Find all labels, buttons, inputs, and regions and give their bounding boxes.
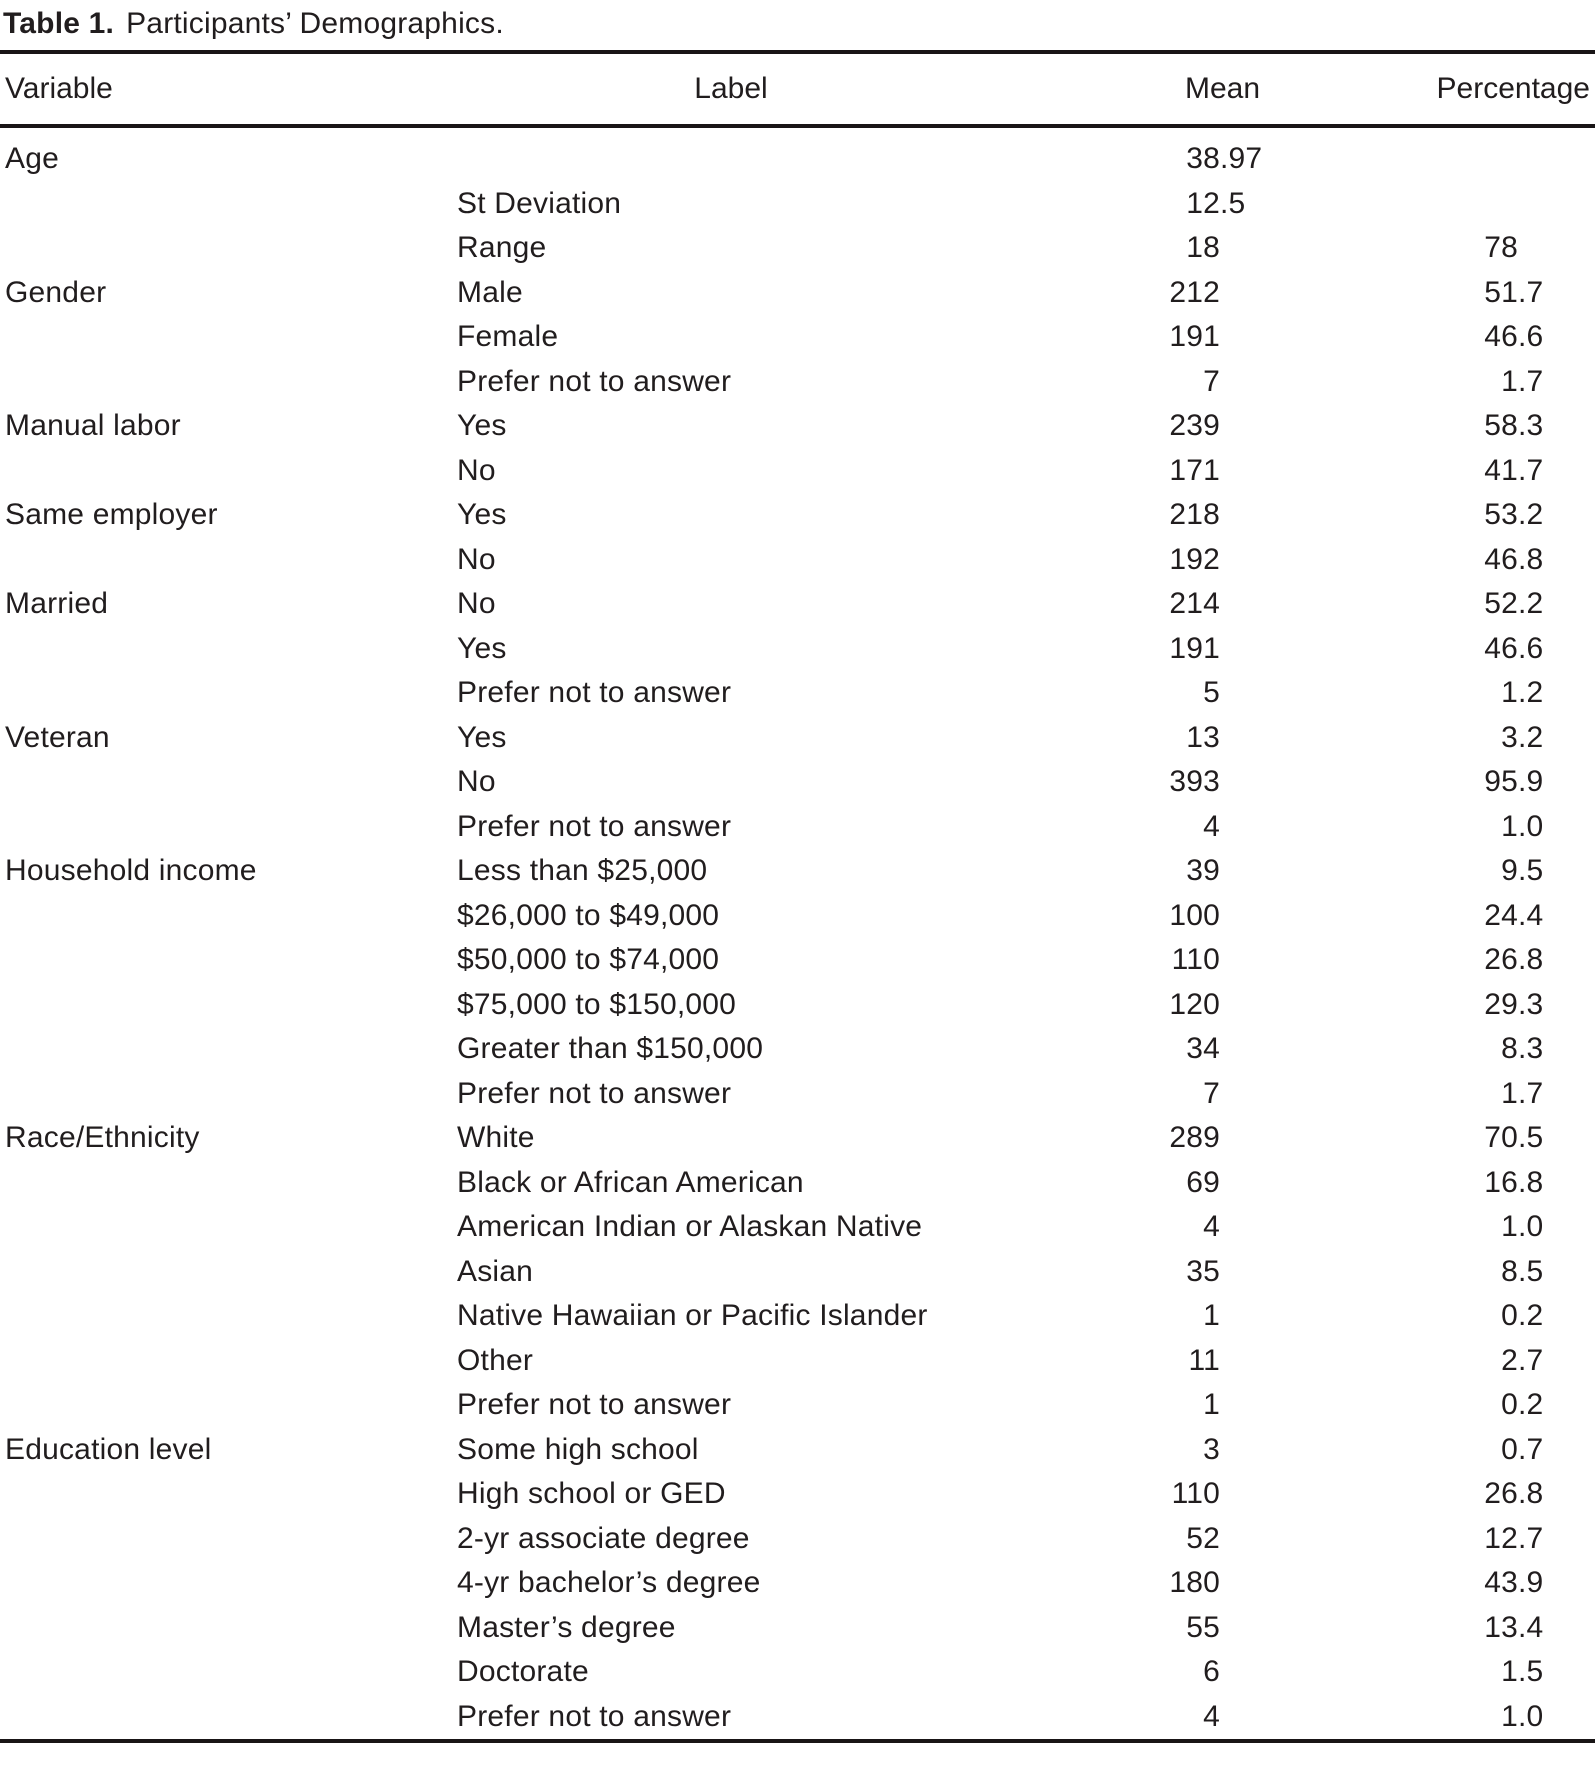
percentage-int-cell: 1 xyxy=(1501,676,1518,710)
table-row xyxy=(5,716,1595,761)
percentage-int-cell: 1 xyxy=(1501,364,1518,398)
variable-cell: Manual labor xyxy=(5,409,181,443)
mean-int-cell: 3 xyxy=(1203,1432,1220,1466)
mean-int-cell: 69 xyxy=(1186,1165,1220,1199)
label-cell: $50,000 to $74,000 xyxy=(457,943,720,977)
mean-int-cell: 1 xyxy=(1203,1388,1220,1422)
percentage-int-cell: 46 xyxy=(1484,542,1518,576)
table-row xyxy=(5,271,1595,316)
percentage-dec-cell: .3 xyxy=(1518,409,1544,443)
column-header-variable: Variable xyxy=(5,72,113,105)
mean-int-cell: 4 xyxy=(1203,1699,1220,1733)
label-cell: Male xyxy=(457,275,523,309)
table-row xyxy=(5,226,1595,271)
mean-int-cell: 55 xyxy=(1186,1610,1220,1644)
mean-int-cell: 38 xyxy=(1186,142,1220,176)
percentage-dec-cell: .7 xyxy=(1518,1521,1544,1555)
percentage-int-cell: 1 xyxy=(1501,1210,1518,1244)
mean-int-cell: 52 xyxy=(1186,1521,1220,1555)
label-cell: Less than $25,000 xyxy=(457,854,708,888)
table-row xyxy=(5,582,1595,627)
label-cell: Black or African American xyxy=(457,1165,804,1199)
percentage-int-cell: 43 xyxy=(1484,1566,1518,1600)
table-row xyxy=(5,938,1595,983)
percentage-int-cell: 3 xyxy=(1501,720,1518,754)
table-row xyxy=(5,894,1595,939)
variable-cell: Same employer xyxy=(5,498,218,532)
table-row xyxy=(5,449,1595,494)
mean-int-cell: 110 xyxy=(1171,1477,1220,1511)
mean-int-cell: 11 xyxy=(1188,1343,1220,1377)
mean-int-cell: 393 xyxy=(1169,765,1220,799)
percentage-dec-cell: .7 xyxy=(1518,364,1544,398)
percentage-int-cell: 16 xyxy=(1484,1165,1518,1199)
percentage-int-cell: 0 xyxy=(1501,1388,1518,1422)
table-row xyxy=(5,1561,1595,1606)
percentage-dec-cell: .4 xyxy=(1518,898,1544,932)
percentage-dec-cell: .7 xyxy=(1518,1432,1544,1466)
percentage-dec-cell: .2 xyxy=(1518,587,1544,621)
mean-int-cell: 18 xyxy=(1186,231,1220,265)
mean-int-cell: 214 xyxy=(1169,587,1220,621)
mean-int-cell: 4 xyxy=(1203,809,1220,843)
percentage-dec-cell: .2 xyxy=(1518,720,1544,754)
label-cell: Prefer not to answer xyxy=(457,1388,732,1422)
percentage-dec-cell: .6 xyxy=(1518,631,1544,665)
column-header-mean: Mean xyxy=(1184,72,1260,105)
table-row xyxy=(5,1205,1595,1250)
percentage-dec-cell: .8 xyxy=(1518,542,1544,576)
percentage-int-cell: 95 xyxy=(1484,765,1518,799)
percentage-int-cell: 1 xyxy=(1501,1655,1518,1689)
percentage-dec-cell: .7 xyxy=(1518,1343,1544,1377)
percentage-dec-cell: .5 xyxy=(1518,1121,1544,1155)
mean-int-cell: 7 xyxy=(1203,364,1220,398)
mean-int-cell: 239 xyxy=(1169,409,1220,443)
percentage-int-cell: 53 xyxy=(1484,498,1518,532)
label-cell: No xyxy=(457,587,496,621)
column-header-label: Label xyxy=(694,72,768,105)
percentage-dec-cell: .9 xyxy=(1518,1566,1544,1600)
percentage-int-cell: 51 xyxy=(1484,275,1518,309)
label-cell: Greater than $150,000 xyxy=(457,1032,764,1066)
percentage-int-cell: 1 xyxy=(1501,1076,1518,1110)
percentage-dec-cell: .3 xyxy=(1518,1032,1544,1066)
mean-int-cell: 180 xyxy=(1169,1566,1220,1600)
label-cell: Prefer not to answer xyxy=(457,809,732,843)
percentage-int-cell: 8 xyxy=(1501,1254,1518,1288)
mean-int-cell: 191 xyxy=(1169,631,1220,665)
variable-cell: Married xyxy=(5,587,109,621)
mean-int-cell: 120 xyxy=(1169,987,1220,1021)
table-row xyxy=(5,1695,1595,1740)
label-cell: $75,000 to $150,000 xyxy=(457,987,737,1021)
label-cell: Yes xyxy=(457,498,507,532)
table-row xyxy=(5,1116,1595,1161)
mean-int-cell: 34 xyxy=(1186,1032,1220,1066)
label-cell: Range xyxy=(457,231,547,265)
variable-cell: Race/Ethnicity xyxy=(5,1121,200,1155)
label-cell: American Indian or Alaskan Native xyxy=(457,1210,923,1244)
percentage-dec-cell: .0 xyxy=(1518,1699,1544,1733)
variable-cell: Age xyxy=(5,142,59,176)
percentage-dec-cell: .2 xyxy=(1518,1299,1544,1333)
percentage-dec-cell: .8 xyxy=(1518,1165,1544,1199)
label-cell: No xyxy=(457,765,496,799)
table-row xyxy=(5,1294,1595,1339)
table-row xyxy=(5,1072,1595,1117)
label-cell: Asian xyxy=(457,1254,534,1288)
mean-int-cell: 192 xyxy=(1169,542,1220,576)
percentage-int-cell: 46 xyxy=(1484,631,1518,665)
variable-cell: Gender xyxy=(5,275,107,309)
variable-cell: Education level xyxy=(5,1432,212,1466)
percentage-dec-cell: .4 xyxy=(1518,1610,1544,1644)
percentage-dec-cell: .0 xyxy=(1518,809,1544,843)
percentage-dec-cell: .2 xyxy=(1518,498,1544,532)
percentage-int-cell: 0 xyxy=(1501,1432,1518,1466)
table-row xyxy=(5,137,1595,182)
label-cell: Doctorate xyxy=(457,1655,589,1689)
table-row xyxy=(5,315,1595,360)
table-row xyxy=(5,182,1595,227)
percentage-int-cell: 13 xyxy=(1484,1610,1518,1644)
mean-int-cell: 7 xyxy=(1203,1076,1220,1110)
label-cell: St Deviation xyxy=(457,186,622,220)
label-cell: Prefer not to answer xyxy=(457,676,732,710)
label-cell: Some high school xyxy=(457,1432,699,1466)
table-row xyxy=(5,404,1595,449)
percentage-int-cell: 70 xyxy=(1484,1121,1518,1155)
table-row xyxy=(5,760,1595,805)
label-cell: No xyxy=(457,542,496,576)
percentage-int-cell: 12 xyxy=(1484,1521,1518,1555)
table-row xyxy=(5,1161,1595,1206)
percentage-int-cell: 41 xyxy=(1484,453,1518,487)
percentage-int-cell: 78 xyxy=(1484,231,1518,265)
percentage-dec-cell: .0 xyxy=(1518,1210,1544,1244)
table-row xyxy=(5,805,1595,850)
label-cell: Native Hawaiian or Pacific Islander xyxy=(457,1299,928,1333)
mean-int-cell: 218 xyxy=(1169,498,1220,532)
table-row xyxy=(5,1339,1595,1384)
label-cell: 4-yr bachelor’s degree xyxy=(457,1566,761,1600)
mean-int-cell: 289 xyxy=(1169,1121,1220,1155)
mean-int-cell: 39 xyxy=(1186,854,1220,888)
table-row xyxy=(5,627,1595,672)
percentage-dec-cell: .9 xyxy=(1518,765,1544,799)
table-row xyxy=(5,1250,1595,1295)
percentage-dec-cell: .5 xyxy=(1518,1655,1544,1689)
percentage-int-cell: 1 xyxy=(1501,809,1518,843)
table-row xyxy=(5,1383,1595,1428)
percentage-int-cell: 52 xyxy=(1484,587,1518,621)
table-body xyxy=(0,128,1595,1739)
table-number: Table 1. xyxy=(3,7,115,40)
mean-dec-cell: .97 xyxy=(1220,142,1263,176)
variable-cell: Veteran xyxy=(5,720,110,754)
mean-int-cell: 13 xyxy=(1186,720,1220,754)
mean-int-cell: 35 xyxy=(1186,1254,1220,1288)
label-cell: 2-yr associate degree xyxy=(457,1521,750,1555)
table-row xyxy=(5,671,1595,716)
percentage-int-cell: 26 xyxy=(1484,943,1518,977)
table-row xyxy=(5,1428,1595,1473)
percentage-int-cell: 1 xyxy=(1501,1699,1518,1733)
percentage-dec-cell: .7 xyxy=(1518,275,1544,309)
variable-cell: Household income xyxy=(5,854,257,888)
percentage-int-cell: 29 xyxy=(1484,987,1518,1021)
label-cell: Prefer not to answer xyxy=(457,364,732,398)
label-cell: Yes xyxy=(457,631,507,665)
mean-int-cell: 171 xyxy=(1169,453,1220,487)
label-cell: Female xyxy=(457,320,559,354)
table-row xyxy=(5,1606,1595,1651)
mean-int-cell: 6 xyxy=(1203,1655,1220,1689)
mean-int-cell: 1 xyxy=(1203,1299,1220,1333)
percentage-dec-cell: .2 xyxy=(1518,676,1544,710)
percentage-dec-cell: .5 xyxy=(1518,1254,1544,1288)
percentage-dec-cell: .3 xyxy=(1518,987,1544,1021)
label-cell: Prefer not to answer xyxy=(457,1699,732,1733)
label-cell: High school or GED xyxy=(457,1477,726,1511)
percentage-dec-cell: .7 xyxy=(1518,1076,1544,1110)
percentage-dec-cell: .6 xyxy=(1518,320,1544,354)
table-title: Participants’ Demographics. xyxy=(126,7,504,40)
label-cell: $26,000 to $49,000 xyxy=(457,898,720,932)
mean-int-cell: 212 xyxy=(1169,275,1220,309)
percentage-int-cell: 58 xyxy=(1484,409,1518,443)
percentage-dec-cell: .8 xyxy=(1518,1477,1544,1511)
percentage-int-cell: 26 xyxy=(1484,1477,1518,1511)
table-row xyxy=(5,983,1595,1028)
mean-int-cell: 110 xyxy=(1171,943,1220,977)
mean-int-cell: 191 xyxy=(1169,320,1220,354)
percentage-dec-cell: .8 xyxy=(1518,943,1544,977)
table-header-row xyxy=(0,54,1595,124)
table-row xyxy=(5,1472,1595,1517)
label-cell: Master’s degree xyxy=(457,1610,676,1644)
label-cell: Yes xyxy=(457,409,507,443)
label-cell: No xyxy=(457,453,496,487)
table-row xyxy=(5,538,1595,583)
mean-int-cell: 5 xyxy=(1203,676,1220,710)
label-cell: Other xyxy=(457,1343,534,1377)
table-row xyxy=(5,1517,1595,1562)
percentage-int-cell: 2 xyxy=(1501,1343,1518,1377)
percentage-int-cell: 46 xyxy=(1484,320,1518,354)
percentage-dec-cell: .7 xyxy=(1518,453,1544,487)
column-header-percentage: Percentage xyxy=(1436,72,1590,105)
table-row xyxy=(5,360,1595,405)
label-cell: Prefer not to answer xyxy=(457,1076,732,1110)
percentage-int-cell: 0 xyxy=(1501,1299,1518,1333)
table-row xyxy=(5,849,1595,894)
percentage-int-cell: 9 xyxy=(1501,854,1518,888)
table-caption xyxy=(0,6,1595,42)
percentage-int-cell: 24 xyxy=(1484,898,1518,932)
mean-int-cell: 4 xyxy=(1203,1210,1220,1244)
bottom-rule xyxy=(0,1739,1595,1743)
mean-int-cell: 12 xyxy=(1186,186,1220,220)
mean-int-cell: 100 xyxy=(1169,898,1220,932)
percentage-dec-cell: .5 xyxy=(1518,854,1544,888)
table-row xyxy=(5,1650,1595,1695)
percentage-int-cell: 8 xyxy=(1501,1032,1518,1066)
label-cell: Yes xyxy=(457,720,507,754)
table-row xyxy=(5,1027,1595,1072)
table-row xyxy=(5,493,1595,538)
percentage-dec-cell: .2 xyxy=(1518,1388,1544,1422)
label-cell: White xyxy=(457,1121,535,1155)
mean-dec-cell: .5 xyxy=(1220,186,1246,220)
